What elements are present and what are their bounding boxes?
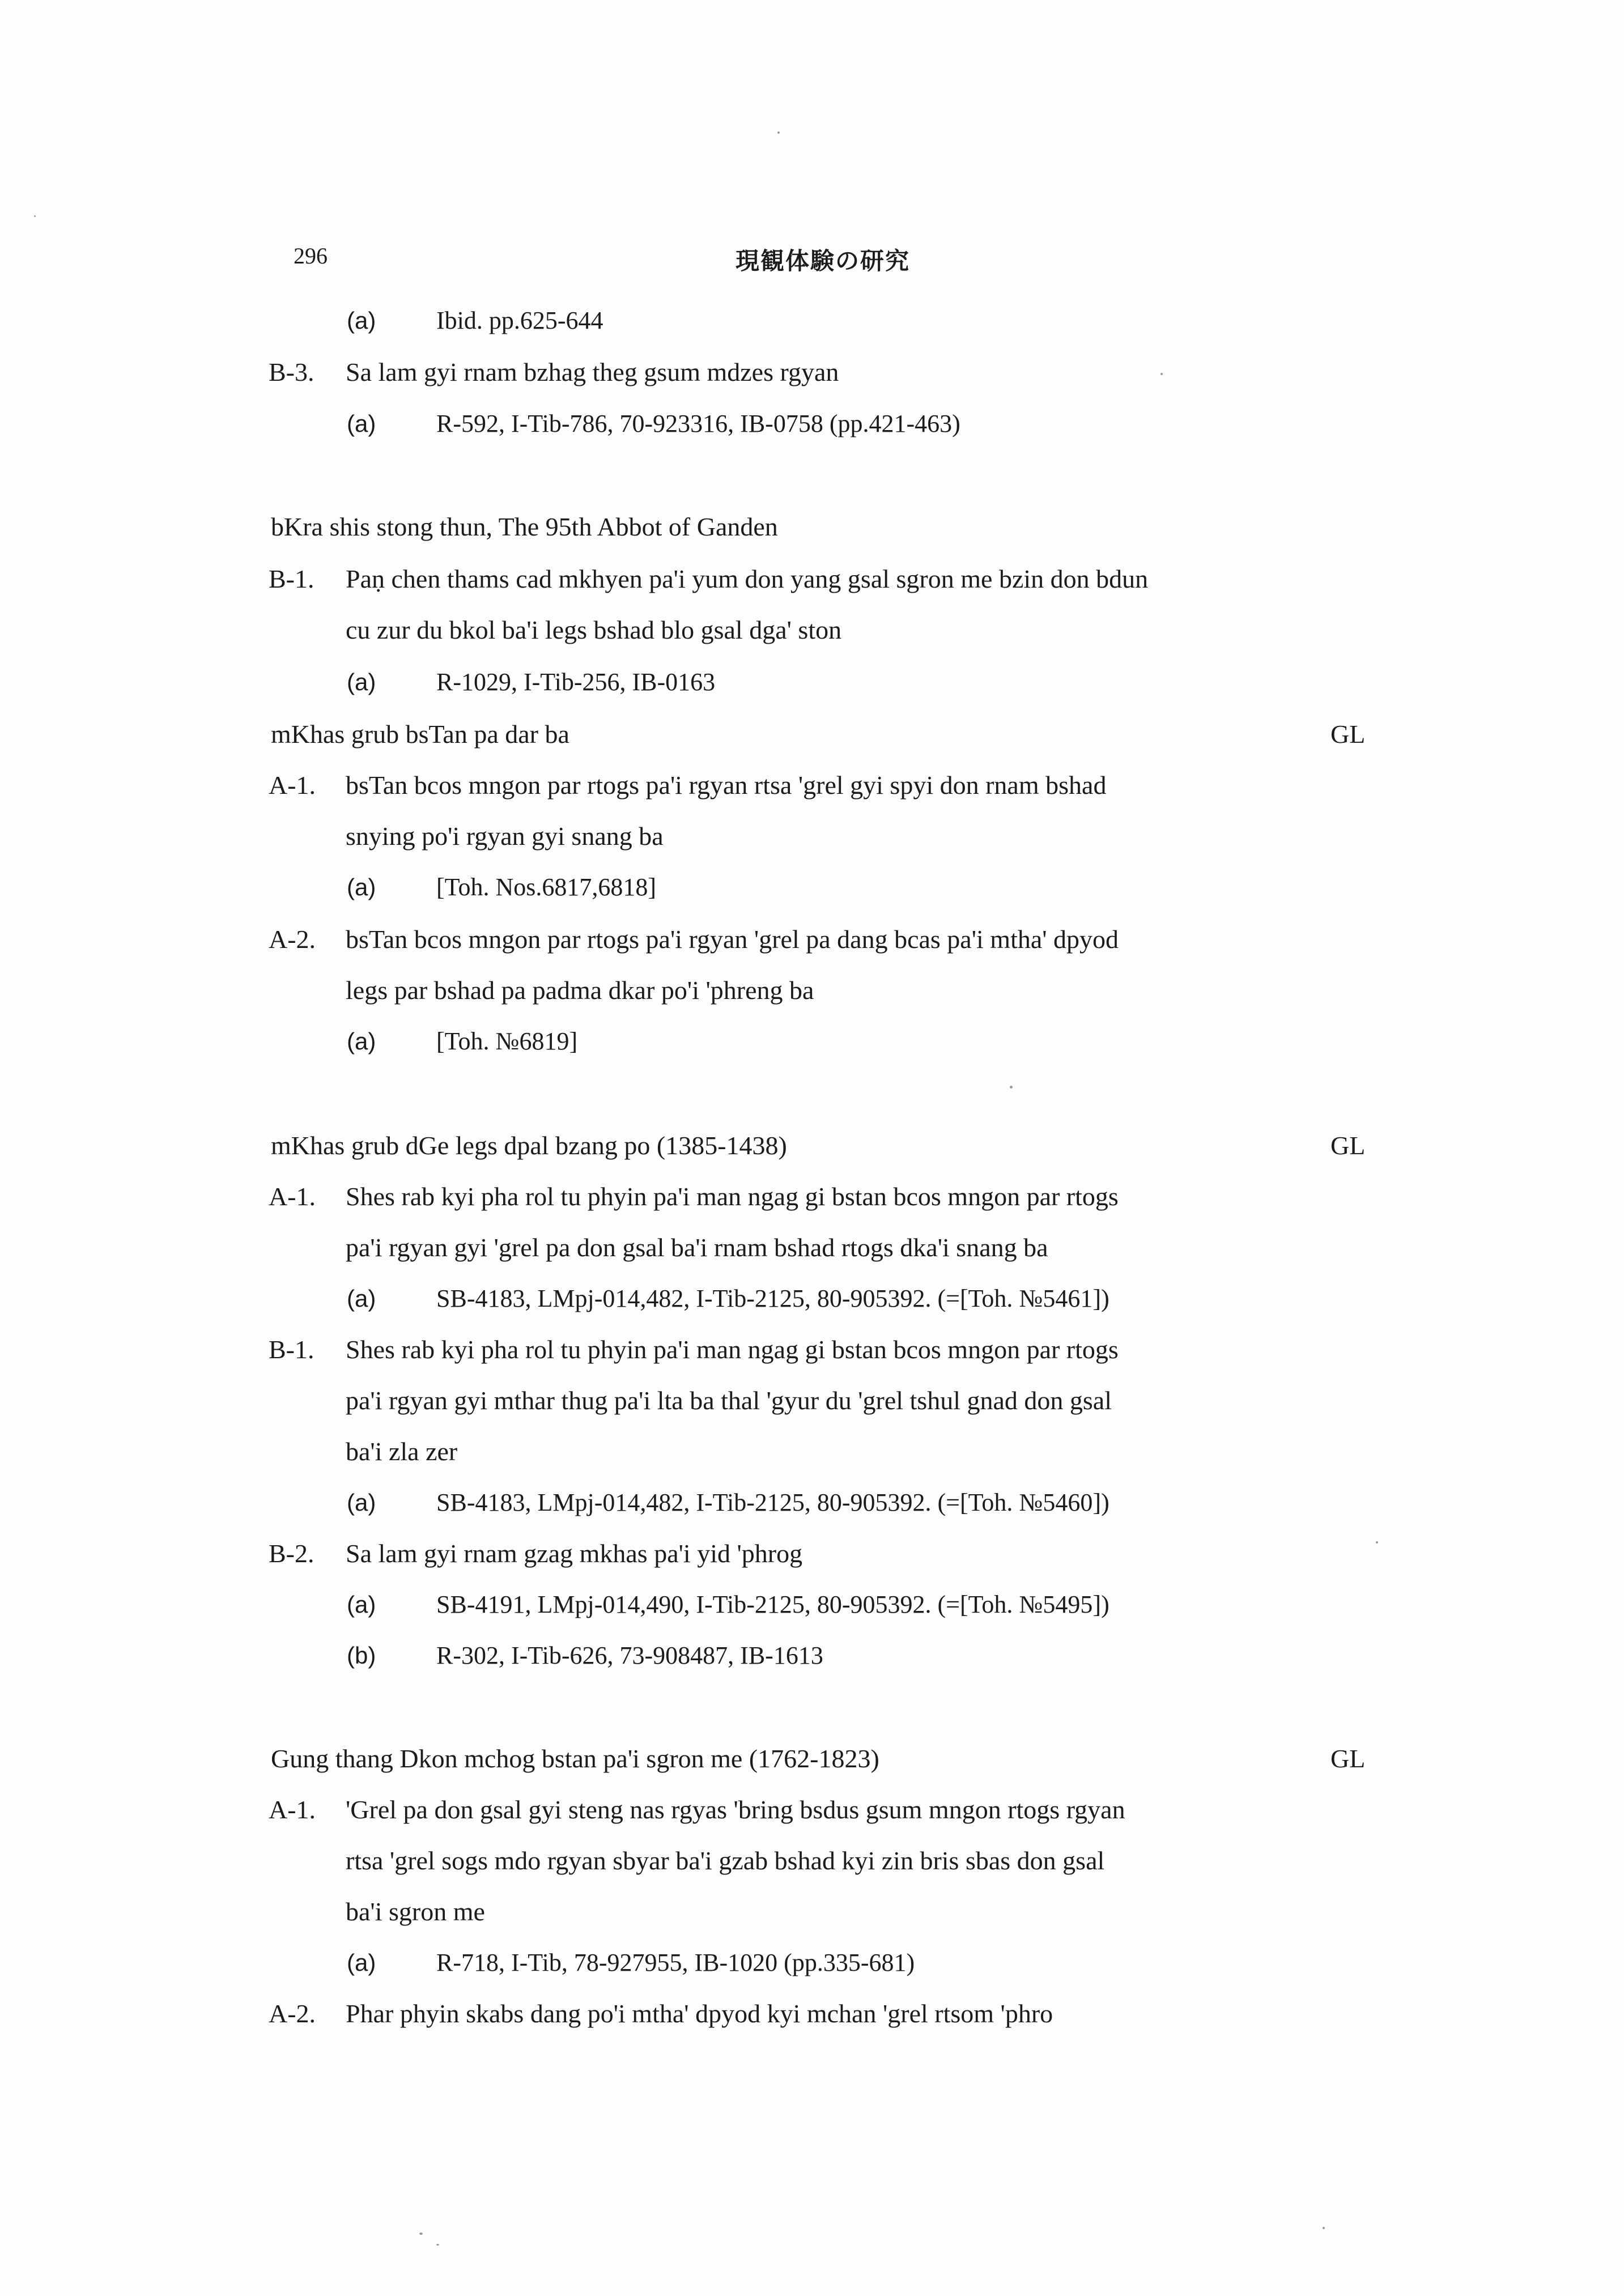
school-tag: GL bbox=[1330, 1131, 1366, 1160]
author-heading: mKhas grub dGe legs dpal bzang po (1385-1438) bbox=[271, 1131, 787, 1160]
author-heading: mKhas grub bsTan pa dar ba bbox=[271, 720, 569, 749]
entry-title: Sa lam gyi rnam bzhag theg gsum mdzes rgyan bbox=[346, 358, 839, 386]
entry-title: Shes rab kyi pha rol tu phyin pa'i man ngag gi bstan bcos mngon par rtogs bbox=[346, 1182, 1119, 1211]
entry-title: bsTan bcos mngon par rtogs pa'i rgyan rtsa 'grel gyi spyi don rnam bshad bbox=[346, 771, 1107, 800]
entry-title: Phar phyin skabs dang po'i mtha' dpyod kyi mchan 'grel rtsom 'phro bbox=[346, 1999, 1053, 2028]
author-heading: Gung thang Dkon mchog bstan pa'i sgron me (1762-1823) bbox=[271, 1744, 879, 1773]
sub-entry-text: R-302, I-Tib-626, 73-908487, IB-1613 bbox=[436, 1642, 823, 1669]
sub-entry-label: (a) bbox=[347, 669, 376, 695]
entry-label: A-2. bbox=[269, 1999, 316, 2028]
entry-label: B-3. bbox=[269, 358, 314, 386]
sub-entry-label: (a) bbox=[347, 410, 376, 437]
sub-entry-label: (a) bbox=[347, 1489, 376, 1516]
sub-entry-text: [Toh. Nos.6817,6818] bbox=[436, 873, 657, 901]
school-tag: GL bbox=[1330, 720, 1366, 749]
scan-speck bbox=[1323, 2227, 1325, 2229]
sub-entry-text: [Toh. №6819] bbox=[436, 1027, 578, 1055]
entry-title: bsTan bcos mngon par rtogs pa'i rgyan 'grel pa dang bcas pa'i mtha' dpyod bbox=[346, 925, 1119, 954]
sub-entry-text: SB-4191, LMpj-014,490, I-Tib-2125, 80-905392. (=[Toh. №5495]) bbox=[436, 1591, 1109, 1618]
entry-label: B-1. bbox=[269, 564, 314, 593]
entry-title-continuation: snying po'i rgyan gyi snang ba bbox=[346, 822, 664, 851]
entry-label: B-1. bbox=[269, 1335, 314, 1364]
entry-label: A-1. bbox=[269, 1795, 316, 1824]
scan-speck bbox=[419, 2233, 423, 2235]
entry-label: A-1. bbox=[269, 771, 316, 800]
sub-entry-label: (a) bbox=[347, 1591, 376, 1618]
entry-title-continuation: ba'i sgron me bbox=[346, 1897, 485, 1926]
sub-entry-text: SB-4183, LMpj-014,482, I-Tib-2125, 80-905392. (=[Toh. №5461]) bbox=[436, 1285, 1109, 1312]
entry-title: Paṇ chen thams cad mkhyen pa'i yum don yang gsal sgron me bzin don bdun bbox=[346, 564, 1149, 593]
author-heading: bKra shis stong thun, The 95th Abbot of Ganden bbox=[271, 512, 778, 541]
entry-title: 'Grel pa don gsal gyi steng nas rgyas 'bring bsdus gsum mngon rtogs rgyan bbox=[346, 1795, 1125, 1824]
scan-speck bbox=[436, 2244, 439, 2246]
entry-title-continuation: pa'i rgyan gyi 'grel pa don gsal ba'i rnam bshad rtogs dka'i snang ba bbox=[346, 1233, 1048, 1262]
scan-speck bbox=[1160, 373, 1163, 375]
sub-entry-text: SB-4183, LMpj-014,482, I-Tib-2125, 80-905392. (=[Toh. №5460]) bbox=[436, 1489, 1109, 1516]
sub-entry-text: R-718, I-Tib, 78-927955, IB-1020 (pp.335-681) bbox=[436, 1949, 915, 1976]
scan-speck bbox=[1376, 1541, 1378, 1544]
entry-label: A-1. bbox=[269, 1182, 316, 1211]
page-header bbox=[294, 243, 1404, 277]
sub-entry-label: (a) bbox=[347, 874, 376, 900]
sub-entry-text: R-1029, I-Tib-256, IB-0163 bbox=[436, 668, 716, 696]
entry-title-continuation: rtsa 'grel sogs mdo rgyan sbyar ba'i gzab bshad kyi zin bris sbas don gsal bbox=[346, 1846, 1105, 1875]
sub-entry-label: (a) bbox=[347, 1949, 376, 1976]
entry-title: Sa lam gyi rnam gzag mkhas pa'i yid 'phrog bbox=[346, 1539, 803, 1568]
scan-speck bbox=[1010, 1086, 1013, 1089]
sub-entry-label: (a) bbox=[347, 1028, 376, 1055]
page-number: 296 bbox=[294, 243, 328, 269]
sub-entry-label: (a) bbox=[347, 307, 376, 334]
school-tag: GL bbox=[1330, 1744, 1366, 1773]
entry-title-continuation: ba'i zla zer bbox=[346, 1437, 458, 1466]
running-title: 現観体験の研究 bbox=[736, 247, 911, 275]
sub-entry-text: Ibid. pp.625-644 bbox=[436, 307, 603, 334]
sub-entry-text: R-592, I-Tib-786, 70-923316, IB-0758 (pp.421-463) bbox=[436, 410, 960, 437]
entry-title-continuation: cu zur du bkol ba'i legs bshad blo gsal dga' ston bbox=[346, 615, 842, 644]
entry-label: A-2. bbox=[269, 925, 316, 954]
entry-title-continuation: pa'i rgyan gyi mthar thug pa'i lta ba thal 'gyur du 'grel tshul gnad don gsal bbox=[346, 1386, 1112, 1415]
entry-title-continuation: legs par bshad pa padma dkar po'i 'phreng ba bbox=[346, 976, 814, 1005]
sub-entry-label: (a) bbox=[347, 1285, 376, 1312]
scan-speck bbox=[777, 131, 780, 134]
entry-label: B-2. bbox=[269, 1539, 314, 1568]
sub-entry-label: (b) bbox=[347, 1642, 376, 1669]
entry-title: Shes rab kyi pha rol tu phyin pa'i man ngag gi bstan bcos mngon par rtogs bbox=[346, 1335, 1119, 1364]
scan-speck bbox=[34, 215, 36, 217]
